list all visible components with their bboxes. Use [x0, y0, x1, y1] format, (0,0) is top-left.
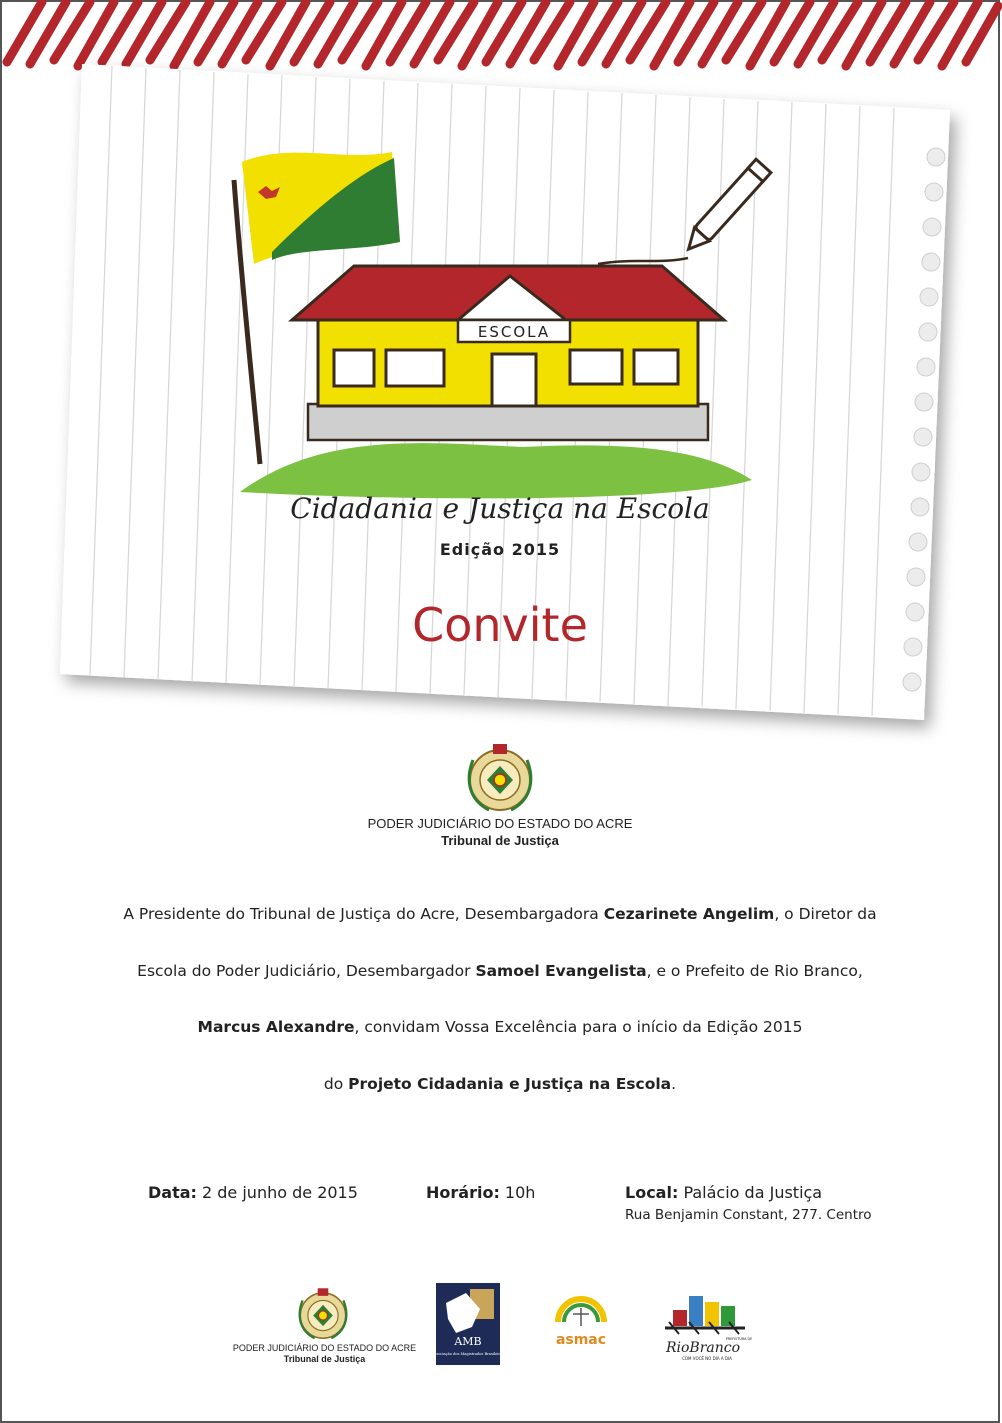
time-value: 10h	[499, 1183, 536, 1202]
edition-label: Edição 2015	[439, 540, 561, 559]
invitation-line-3	[42, 1018, 958, 1036]
date-label: Data:	[148, 1183, 197, 1202]
amb-sub: Associação dos Magistrados Brasileiros	[431, 1352, 505, 1356]
invitation-line-1	[42, 905, 958, 923]
project-name: Projeto Cidadania e Justiça na Escola	[348, 1075, 672, 1093]
text-segment: Escola do Poder Judiciário, Desembargador	[137, 962, 476, 980]
invitation-line-4	[42, 1075, 958, 1093]
asmac-logo	[550, 1282, 612, 1364]
amb-label: AMB	[454, 1335, 482, 1348]
text-segment: , convidam Vossa Excelência para o início da Edição 2015	[354, 1018, 803, 1036]
footer-court-seal-icon	[292, 1285, 354, 1343]
text-segment: , o Diretor da	[774, 905, 877, 923]
event-time	[426, 1183, 535, 1202]
time-label: Horário:	[426, 1183, 500, 1202]
rio-branco-label: RioBranco	[665, 1340, 741, 1356]
court-name-line1: PODER JUDICIÁRIO DO ESTADO DO ACRE	[367, 816, 633, 831]
place-value: Palácio da Justiça	[678, 1183, 823, 1202]
text-segment: do	[323, 1075, 349, 1093]
invitation-line-2	[42, 962, 958, 980]
court-seal-icon	[459, 740, 541, 816]
rio-branco-sub: COM VOCÊ NO DIA A DIA	[682, 1356, 732, 1361]
event-date	[148, 1183, 358, 1202]
rio-branco-top: PREFEITURA DE	[725, 1337, 753, 1341]
date-value: 2 de junho de 2015	[196, 1183, 358, 1202]
mayor-name: Marcus Alexandre	[197, 1018, 355, 1036]
rio-branco-logo	[659, 1282, 751, 1364]
text-segment: , e o Prefeito de Rio Branco,	[646, 962, 863, 980]
event-address: Rua Benjamin Constant, 277. Centro	[625, 1207, 872, 1223]
place-label: Local:	[625, 1183, 679, 1202]
footer-court-line1: PODER JUDICIÁRIO DO ESTADO DO ACRE	[232, 1343, 417, 1353]
program-tagline: Cidadania e Justiça na Escola	[290, 492, 710, 525]
footer-court-line2: Tribunal de Justiça	[283, 1354, 366, 1364]
invite-title: Convite	[412, 598, 588, 652]
asmac-label: asmac	[555, 1332, 607, 1348]
director-name: Samoel Evangelista	[475, 962, 647, 980]
event-place	[625, 1183, 822, 1202]
escola-sign: ESCOLA	[477, 323, 551, 341]
court-name-line2: Tribunal de Justiça	[441, 833, 559, 848]
text-segment: .	[671, 1075, 677, 1093]
president-name: Cezarinete Angelim	[603, 905, 775, 923]
text-segment: A Presidente do Tribunal de Justiça do Acre, Desembargadora	[123, 905, 604, 923]
amb-logo	[431, 1283, 505, 1365]
